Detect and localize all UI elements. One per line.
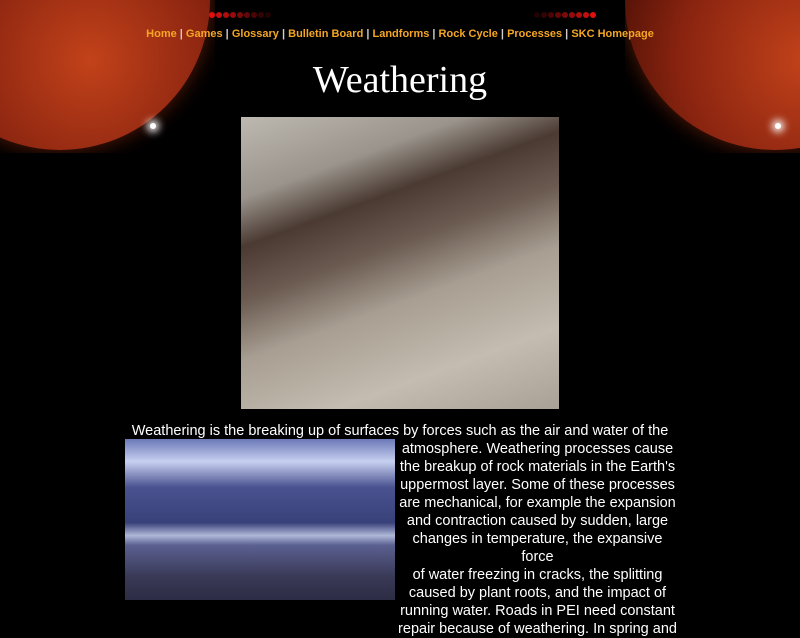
nav-link-glossary[interactable]: Glossary	[231, 28, 279, 40]
nav-link-bulletin-board[interactable]: Bulletin Board	[288, 28, 364, 40]
paragraph-line: the breakup of rock materials in the Earth's	[399, 459, 676, 475]
nav-separator: |	[497, 28, 508, 40]
nav-separator: |	[363, 28, 373, 40]
page-title: Weathering	[312, 59, 488, 101]
nav-link-home[interactable]: Home	[146, 28, 177, 40]
dots-decoration-left	[209, 12, 271, 18]
nav-separator: |	[222, 28, 232, 40]
paragraph-line: and contraction caused by sudden, large	[406, 513, 669, 529]
paragraph-line: are mechanical, for example the expansion	[399, 495, 676, 511]
nav-link-landforms[interactable]: Landforms	[372, 28, 430, 40]
paragraph-line: changes in temperature, the expansive force	[412, 531, 663, 565]
nav-link-skc-homepage[interactable]: SKC Homepage	[571, 28, 654, 40]
nav-link-games[interactable]: Games	[185, 28, 223, 40]
nav-separator: |	[176, 28, 186, 40]
glacier-mountains-photo	[125, 439, 395, 600]
paragraph-line: atmosphere. Weathering processes cause	[401, 441, 674, 457]
paragraph-line: running water. Roads in PEI need constant	[400, 603, 675, 619]
nav-link-processes[interactable]: Processes	[507, 28, 563, 40]
paragraph-line: uppermost layer. Some of these processes	[400, 477, 675, 493]
paragraph-body	[395, 440, 680, 638]
nav-separator: |	[429, 28, 439, 40]
paragraph-line: caused by plant roots, and the impact of	[408, 585, 667, 601]
paragraph-line: repair because of weathering. In spring and	[398, 621, 677, 637]
paragraph-line: of water freezing in cracks, the splitting	[412, 567, 663, 583]
nav-separator: |	[278, 28, 289, 40]
dots-decoration-right	[534, 12, 596, 18]
weathered-rocks-photo	[241, 117, 559, 409]
nav-link-rock-cycle[interactable]: Rock Cycle	[438, 28, 498, 40]
paragraph-first-line: Weathering is the breaking up of surfaces by forces such as the air and water of the	[131, 423, 669, 439]
nav-bar	[0, 28, 800, 40]
nav-separator: |	[562, 28, 572, 40]
